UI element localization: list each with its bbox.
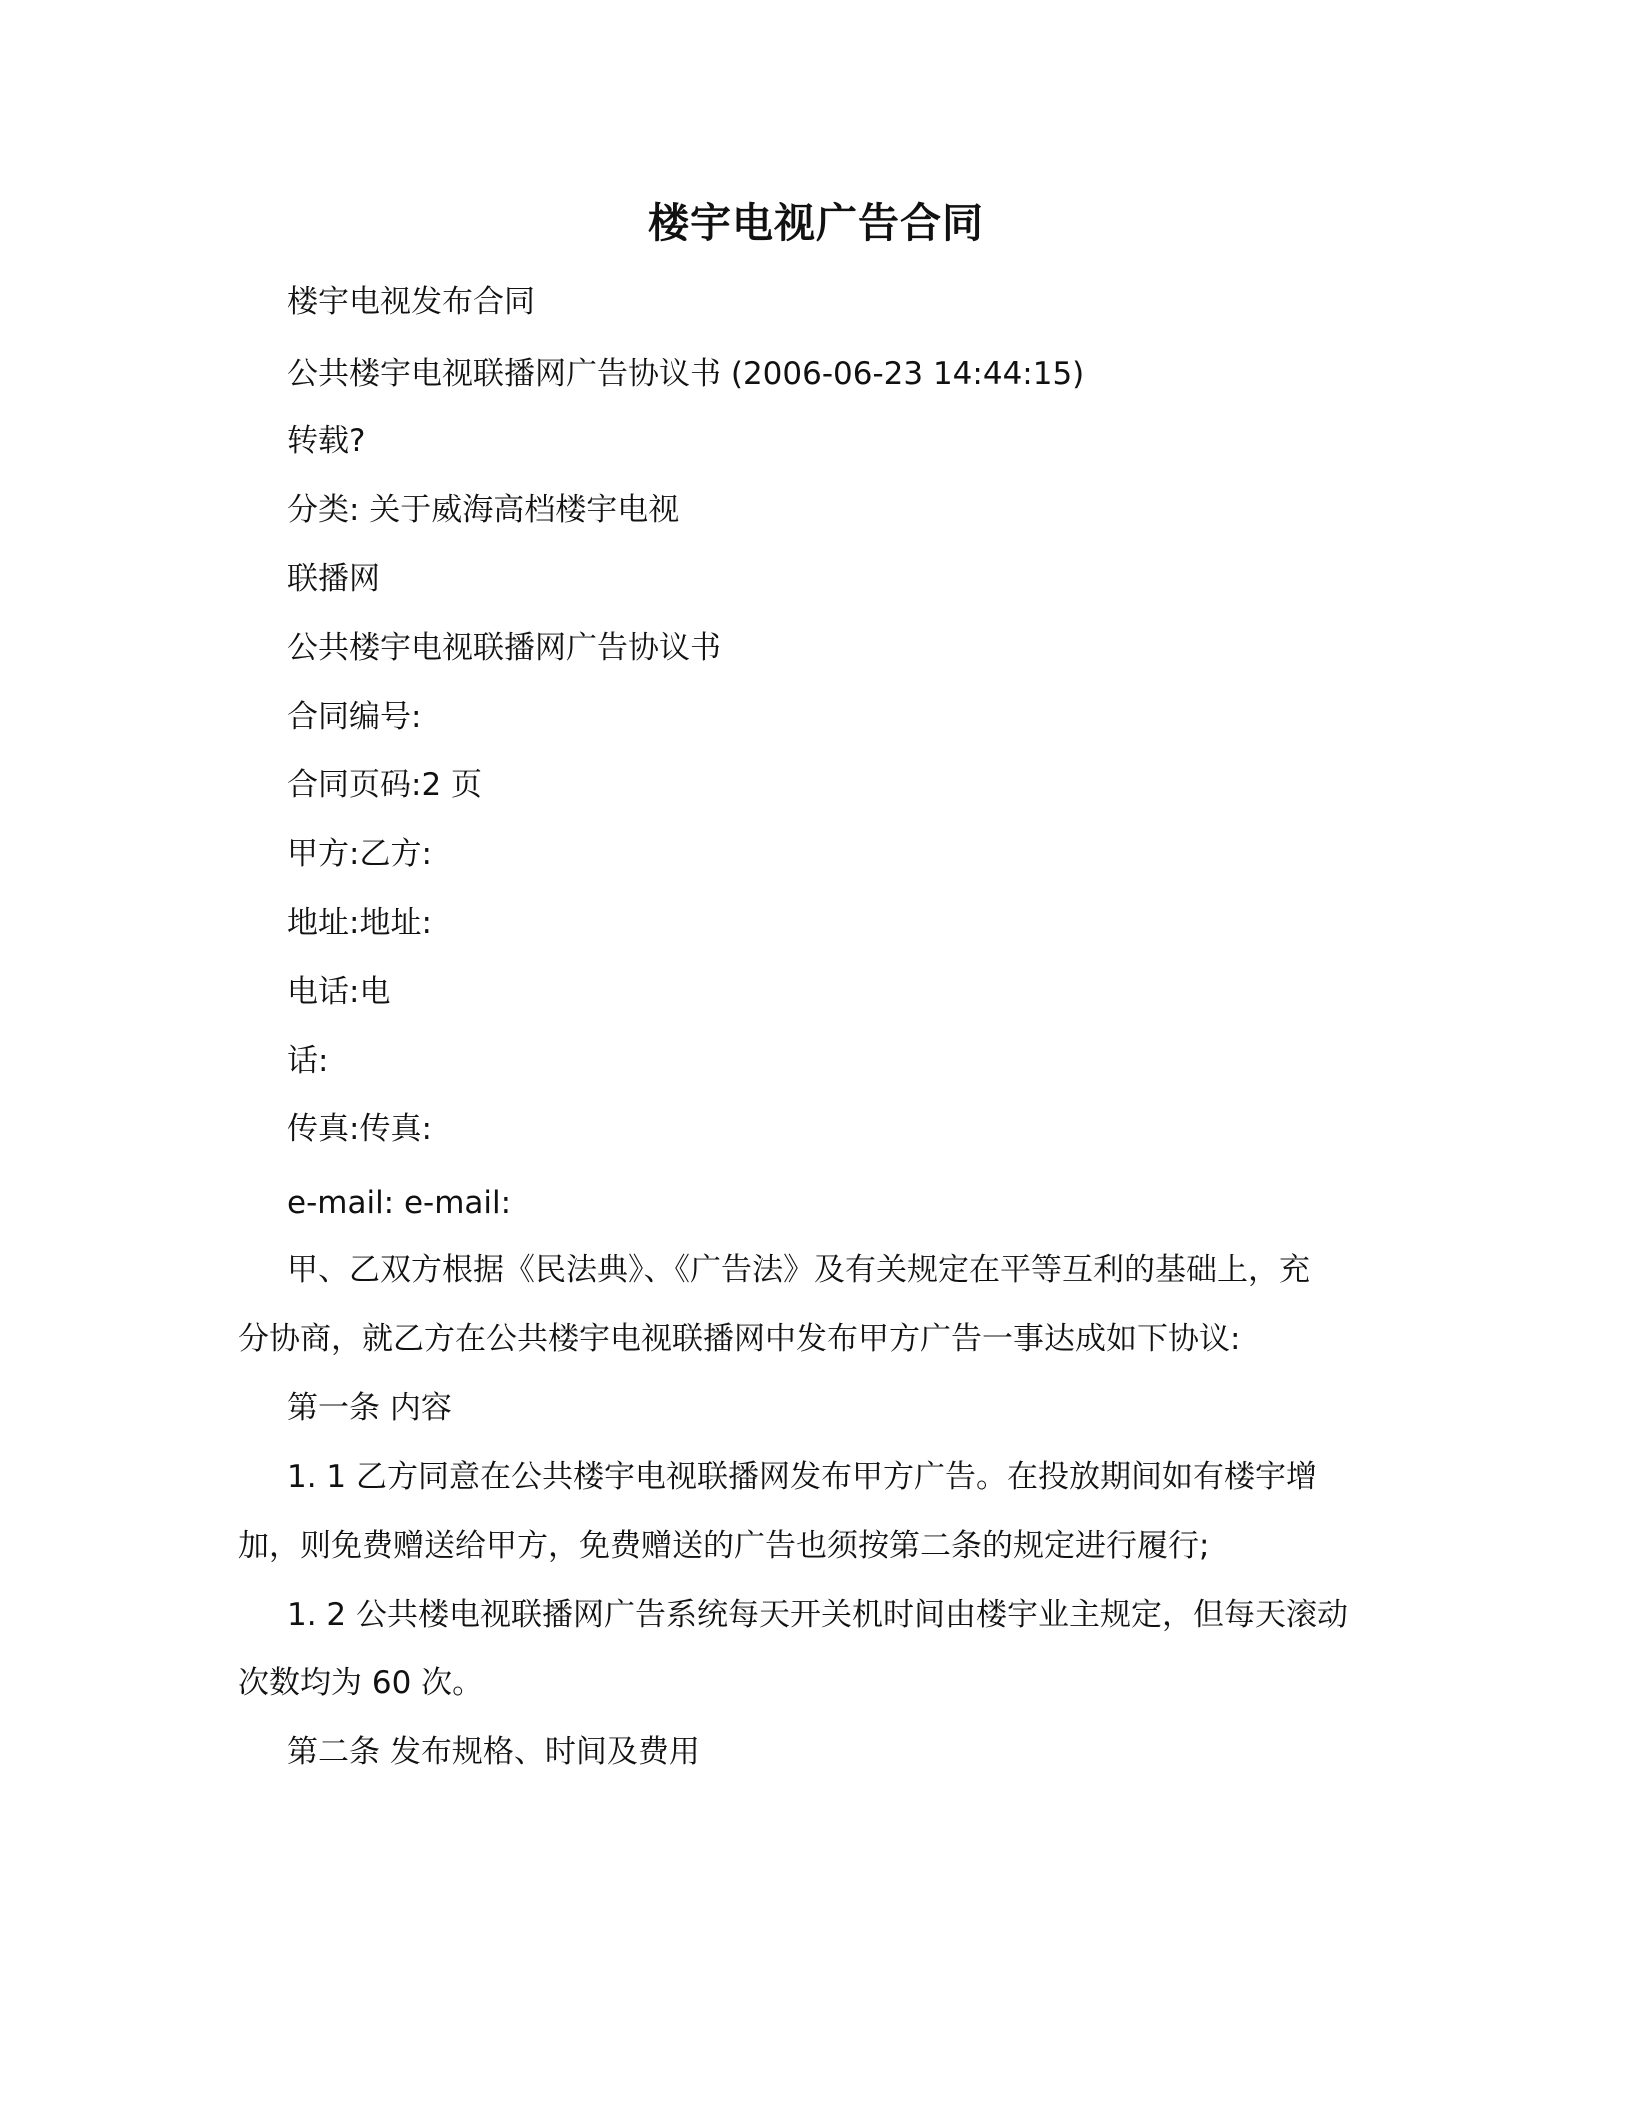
phone-line: 电话:电 <box>287 974 391 1010</box>
clause-1-1-line-1: 1. 1 乙方同意在公共楼宇电视联播网发布甲方广告。在投放期间如有楼宇增 <box>287 1459 1318 1495</box>
contract-number-line: 合同编号: <box>287 699 422 735</box>
address-line: 地址:地址: <box>287 905 432 941</box>
page-count-line: 合同页码:2 页 <box>287 767 483 803</box>
repost-line: 转载? <box>287 423 366 459</box>
phone-continuation-line: 话: <box>287 1043 329 1079</box>
subtitle-line: 楼宇电视发布合同 <box>287 284 535 320</box>
agreement-heading-line: 公共楼宇电视联播网广告协议书 (2006-06-23 14:44:15) <box>287 356 1085 392</box>
article-two-heading: 第二条 发布规格、时间及费用 <box>287 1734 700 1770</box>
preamble-line-2: 分协商，就乙方在公共楼宇电视联播网中发布甲方广告一事达成如下协议: <box>238 1321 1241 1357</box>
fax-line: 传真:传真: <box>287 1111 432 1147</box>
category-line: 分类: 关于威海高档楼宇电视 <box>287 492 680 528</box>
article-one-heading: 第一条 内容 <box>287 1390 452 1426</box>
document-title: 楼宇电视广告合同 <box>648 199 984 247</box>
category-continuation-line: 联播网 <box>287 561 380 597</box>
clause-1-1-line-2: 加，则免费赠送给甲方，免费赠送的广告也须按第二条的规定进行履行; <box>238 1528 1210 1564</box>
clause-1-2-line-1: 1. 2 公共楼电视联播网广告系统每天开关机时间由楼宇业主规定，但每天滚动 <box>287 1597 1349 1633</box>
clause-1-2-line-2: 次数均为 60 次。 <box>238 1665 484 1701</box>
agreement-title-line: 公共楼宇电视联播网广告协议书 <box>287 630 721 666</box>
parties-line: 甲方:乙方: <box>287 836 432 872</box>
email-line: e-mail: e-mail: <box>287 1185 512 1221</box>
preamble-line-1: 甲、乙双方根据《民法典》、《广告法》及有关规定在平等互利的基础上，充 <box>287 1252 1310 1288</box>
